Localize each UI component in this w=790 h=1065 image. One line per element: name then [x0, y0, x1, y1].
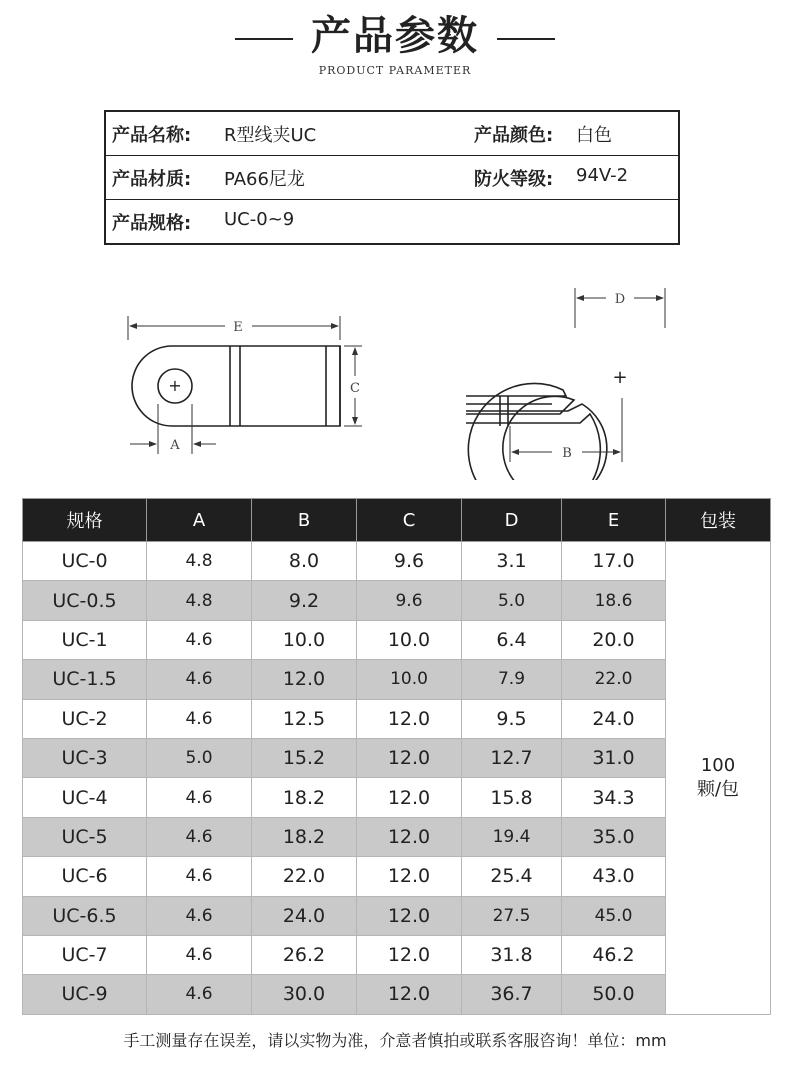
page-title: 产品参数: [311, 12, 479, 59]
flat-clamp-drawing: [132, 346, 340, 426]
cell-spec: UC-3: [23, 738, 147, 777]
cell-b: 24.0: [252, 896, 357, 935]
cell-b: 12.5: [252, 699, 357, 738]
cell-spec: UC-6.5: [23, 896, 147, 935]
cell-e: 46.2: [562, 935, 666, 974]
header-e: E: [562, 499, 666, 542]
cell-d: 27.5: [462, 896, 562, 935]
title-row: [0, 10, 790, 62]
table-row: [23, 975, 771, 1014]
cell-a: 4.6: [147, 896, 252, 935]
cell-d: 3.1: [462, 542, 562, 581]
spec-label: 产品规格:: [112, 213, 192, 234]
table-row: [23, 620, 771, 659]
p-clamp-drawing: [466, 383, 607, 480]
cell-e: 22.0: [562, 660, 666, 699]
table-row: [23, 817, 771, 856]
cell-c: 10.0: [357, 620, 462, 659]
table-row: [23, 778, 771, 817]
color-label: 产品颜色:: [474, 125, 554, 146]
cell-spec: UC-5: [23, 817, 147, 856]
spec-table: [22, 498, 771, 1015]
cell-a: 4.6: [147, 935, 252, 974]
cell-b: 22.0: [252, 857, 357, 896]
cell-a: 4.6: [147, 778, 252, 817]
fire-rating-value: 94V-2: [576, 165, 629, 186]
cell-b: 30.0: [252, 975, 357, 1014]
cell-d: 5.0: [462, 581, 562, 620]
cell-a: 4.8: [147, 581, 252, 620]
cell-spec: UC-6: [23, 857, 147, 896]
table-row: [23, 857, 771, 896]
table-row: [23, 660, 771, 699]
cell-e: 35.0: [562, 817, 666, 856]
info-row-material: [106, 156, 678, 200]
packaging-qty: 100: [700, 754, 736, 776]
info-row-spec: [106, 200, 678, 243]
cell-c: 12.0: [357, 896, 462, 935]
product-info-box: [104, 110, 680, 245]
cell-b: 15.2: [252, 738, 357, 777]
cell-spec: UC-2: [23, 699, 147, 738]
cell-c: 12.0: [357, 738, 462, 777]
cell-spec: UC-7: [23, 935, 147, 974]
cell-e: 24.0: [562, 699, 666, 738]
name-value: R型线夹UC: [224, 125, 317, 146]
cell-a: 4.8: [147, 542, 252, 581]
hole-center-mark: +: [168, 376, 182, 395]
cell-c: 12.0: [357, 935, 462, 974]
cell-d: 9.5: [462, 699, 562, 738]
cell-d: 19.4: [462, 817, 562, 856]
cell-e: 17.0: [562, 542, 666, 581]
cell-spec: UC-9: [23, 975, 147, 1014]
table-row: [23, 935, 771, 974]
header-packaging: 包装: [666, 499, 771, 542]
cell-spec: UC-1.5: [23, 660, 147, 699]
cell-b: 26.2: [252, 935, 357, 974]
cell-d: 15.8: [462, 778, 562, 817]
cell-c: 12.0: [357, 699, 462, 738]
cell-b: 9.2: [252, 581, 357, 620]
header-c: C: [357, 499, 462, 542]
cell-e: 18.6: [562, 581, 666, 620]
cell-e: 43.0: [562, 857, 666, 896]
title-left-rule: [235, 38, 293, 40]
cell-e: 50.0: [562, 975, 666, 1014]
cell-d: 12.7: [462, 738, 562, 777]
title-right-rule: [497, 38, 555, 40]
cell-e: 45.0: [562, 896, 666, 935]
cell-b: 18.2: [252, 778, 357, 817]
footer-note: 手工测量存在误差，请以实物为准，介意者慎拍或联系客服咨询！单位：mm: [123, 1031, 667, 1050]
dim-a-label: A: [170, 438, 180, 453]
cell-c: 12.0: [357, 778, 462, 817]
table-row: [23, 581, 771, 620]
cell-b: 18.2: [252, 817, 357, 856]
cell-d: 36.7: [462, 975, 562, 1014]
cell-a: 4.6: [147, 817, 252, 856]
material-label: 产品材质:: [112, 169, 192, 190]
page-subtitle: PRODUCT PARAMETER: [318, 64, 472, 77]
dim-e-label: E: [233, 320, 243, 335]
cell-a: 4.6: [147, 699, 252, 738]
dim-b-label: B: [562, 446, 572, 461]
clamp-center-mark: +: [612, 367, 628, 388]
cell-a: 4.6: [147, 857, 252, 896]
cell-d: 25.4: [462, 857, 562, 896]
info-row-name: [106, 112, 678, 156]
page-header: [0, 10, 790, 77]
cell-spec: UC-0: [23, 542, 147, 581]
cell-a: 4.6: [147, 975, 252, 1014]
cell-spec: UC-0.5: [23, 581, 147, 620]
cell-e: 20.0: [562, 620, 666, 659]
fire-rating-label: 防火等级:: [474, 169, 554, 190]
header-a: A: [147, 499, 252, 542]
cell-c: 9.6: [357, 581, 462, 620]
table-header-row: [23, 499, 771, 542]
cell-b: 8.0: [252, 542, 357, 581]
header-b: B: [252, 499, 357, 542]
cell-e: 31.0: [562, 738, 666, 777]
cell-c: 12.0: [357, 817, 462, 856]
cell-b: 10.0: [252, 620, 357, 659]
cell-d: 31.8: [462, 935, 562, 974]
cell-spec: UC-4: [23, 778, 147, 817]
cell-c: 12.0: [357, 975, 462, 1014]
cell-c: 9.6: [357, 542, 462, 581]
cell-b: 12.0: [252, 660, 357, 699]
dimension-diagrams: [0, 280, 790, 480]
table-row: [23, 542, 771, 581]
table-row: [23, 896, 771, 935]
cell-spec: UC-1: [23, 620, 147, 659]
table-row: [23, 699, 771, 738]
cell-c: 10.0: [357, 660, 462, 699]
cell-c: 12.0: [357, 857, 462, 896]
material-value: PA66尼龙: [224, 169, 305, 190]
name-label: 产品名称:: [112, 125, 192, 146]
cell-d: 7.9: [462, 660, 562, 699]
cell-e: 34.3: [562, 778, 666, 817]
table-row: [23, 738, 771, 777]
packaging-unit: 颗/包: [696, 778, 740, 800]
cell-d: 6.4: [462, 620, 562, 659]
cell-a: 4.6: [147, 660, 252, 699]
cell-a: 5.0: [147, 738, 252, 777]
cell-a: 4.6: [147, 620, 252, 659]
color-value: 白色: [576, 125, 612, 146]
dim-c-label: C: [350, 381, 360, 396]
header-spec: 规格: [23, 499, 147, 542]
dim-d-label: D: [614, 292, 626, 307]
spec-value: UC-0~9: [224, 209, 295, 230]
packaging-cell: [666, 542, 771, 1015]
header-d: D: [462, 499, 562, 542]
